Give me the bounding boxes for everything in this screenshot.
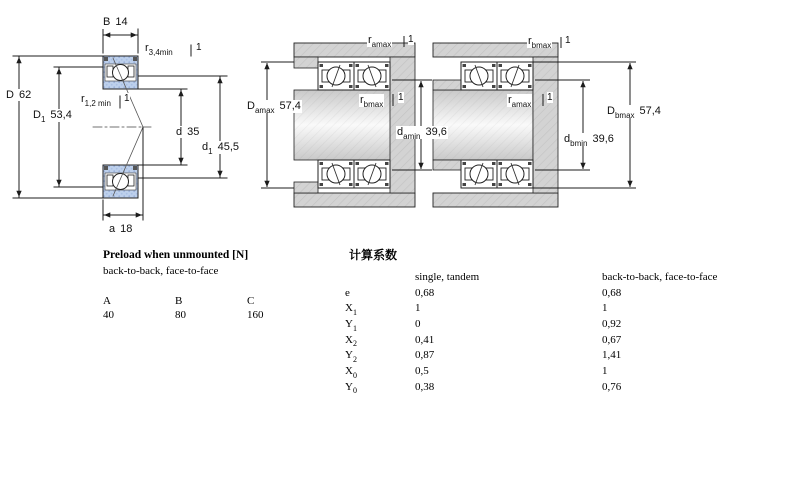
footnote-1: 1 — [408, 34, 414, 45]
dim-label-a: a 18 — [109, 223, 133, 235]
factor-label: $X_2$ — [345, 333, 357, 349]
factors-grid — [345, 271, 717, 397]
factor-label: $X_1$ — [345, 302, 357, 317]
factor-value-b2b: 0,68 — [602, 286, 622, 299]
dim-label-d: d 35 — [176, 126, 200, 138]
factors-empty-cell — [345, 271, 415, 287]
bearing-section-top — [103, 56, 138, 89]
dim-label-ramax: $r_{amax}$ — [368, 34, 392, 49]
dim-label-Dbmax: $D_{bmax}$ 57,4 — [607, 105, 661, 120]
factors-table — [345, 249, 717, 397]
preload-value: 160 — [247, 309, 264, 321]
footnote-1: 1 — [565, 35, 571, 46]
preload-col-header: B — [175, 295, 183, 307]
dim-label-rbmax: $r_{bmax}$ — [528, 35, 552, 50]
dim-label-ramax: $r_{amax}$ — [508, 94, 532, 109]
preload-value: 40 — [103, 309, 114, 321]
factor-value-single: 1 — [415, 302, 421, 315]
fig1-dim-D — [13, 56, 103, 198]
factor-value-b2b: 1,41 — [602, 349, 622, 362]
shaft-shoulder-right — [390, 57, 415, 193]
spacer-bottom-left — [294, 182, 318, 193]
preload-title: Preload when unmounted [N] — [103, 249, 249, 261]
factor-value-single: 0,41 — [415, 333, 435, 346]
fig2-dim-Damax — [261, 62, 294, 188]
footnote-1: 1 — [398, 92, 404, 103]
dim-label-D1: $D_1$ 53,4 — [33, 109, 72, 124]
factor-value-single: 0,68 — [415, 286, 435, 299]
dim-label-damin: $d_{amin}$ 39,6 — [397, 126, 447, 141]
preload-subtitle: back-to-back, face-to-face — [103, 265, 219, 277]
factor-value-b2b: 1 — [602, 365, 608, 378]
factor-label: $Y_1$ — [345, 318, 357, 333]
sleeve-right — [533, 57, 558, 193]
footnote-1: 1 — [547, 92, 553, 103]
preload-col-header: C — [247, 295, 255, 307]
fig1-single-bearing — [13, 29, 227, 220]
shaft-shoulder-top-left — [433, 80, 461, 90]
dim-label-r34: $r_{3,4min}$ — [145, 42, 173, 57]
dim-label-dbmin: $d_{bmin}$ 39,6 — [564, 133, 614, 148]
preload-value: 80 — [175, 309, 186, 321]
dim-label-rbmax: $r_{bmax}$ — [360, 94, 384, 109]
preload-col-header: A — [103, 295, 111, 307]
factor-value-single: 0 — [415, 318, 421, 331]
factor-value-single: 0,38 — [415, 380, 435, 393]
factor-value-b2b: 1 — [602, 302, 608, 315]
dim-label-r12: $r_{1,2 min}$ — [81, 93, 111, 108]
dim-label-D: D 62 — [6, 89, 32, 101]
factor-value-single: 0,87 — [415, 349, 435, 362]
factors-title: 计算系数 — [349, 248, 398, 262]
spacer-top-left — [294, 57, 318, 68]
fig2-paired-bearing — [261, 36, 432, 207]
footnote-1: 1 — [124, 93, 130, 104]
shaft-shoulder-bottom-left — [433, 160, 461, 170]
housing-bottom — [433, 193, 558, 207]
factor-label: $Y_0$ — [345, 380, 357, 396]
factors-col2-header: back-to-back, face-to-face — [602, 271, 718, 283]
factor-label: $X_0$ — [345, 365, 357, 380]
dim-label-B — [102, 16, 129, 29]
fig3-paired-bearing — [433, 37, 636, 207]
dim-label-d1: $d_1$ 45,5 — [202, 141, 239, 156]
bearing-section-bottom — [103, 165, 138, 198]
preload-grid — [103, 295, 327, 321]
factor-value-b2b: 0,76 — [602, 380, 622, 393]
dim-value: 14 — [115, 16, 128, 28]
factors-col1-header: single, tandem — [415, 271, 480, 283]
fig1-dim-B — [103, 29, 138, 53]
preload-table — [103, 249, 327, 321]
dim-base: B — [103, 16, 111, 28]
housing-top — [294, 43, 415, 57]
housing-bottom — [294, 193, 415, 207]
factor-value-b2b: 0,92 — [602, 318, 622, 331]
factor-value-b2b: 0,67 — [602, 333, 622, 346]
footnote-1: 1 — [196, 42, 202, 53]
factor-value-single: 0,5 — [415, 365, 429, 378]
dim-label-Damax: $D_{amax}$ 57,4 — [247, 100, 301, 115]
factor-label: $Y_2$ — [345, 349, 357, 364]
factor-label: e — [345, 286, 350, 299]
